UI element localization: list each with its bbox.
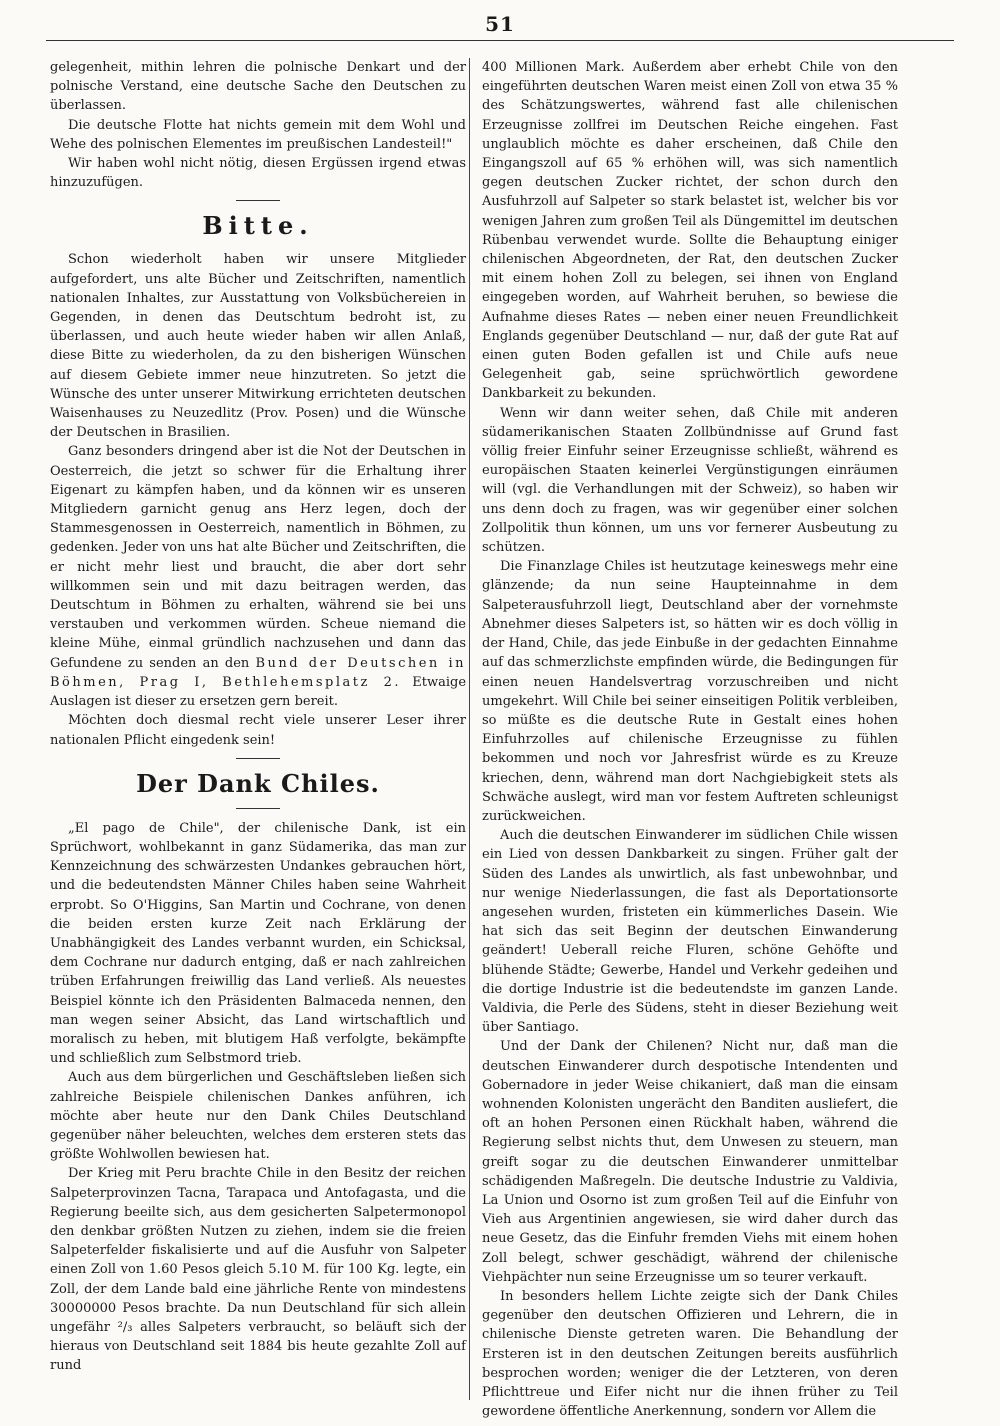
right-paragraph-2: Wenn wir dann weiter sehen, daß Chile mit anderen südamerikanischen Staaten Zollbündnisse auf Grund fast völlig freier Einfuhr seiner Erzeugnisse schließt, während es europäischen Staaten keinerlei Vergünstigungen einräumen will (vgl. die Verhandlungen mit der Schweiz), so haben wir uns denn doch zu fragen, was wir gegenüber einer solchen Zollpolitik thun können, um uns vor fernerer Ausbeutung zu schützen.: [482, 405, 898, 556]
section-divider: [236, 808, 280, 809]
dank-heading: Der Dank Chiles.: [136, 768, 380, 798]
right-paragraph-6: In besonders hellem Lichte zeigte sich der Dank Chiles gegenüber den deutschen Offizieren und Lehrern, die in chilenische Dienste getreten waren. Die Behandlung der Ersteren ist in den deutschen Zeitungen bereits ausführlich besprochen worden; weniger die der Letzteren, von deren Pflichttreue und Eifer nicht nur die ihnen früher zu Teil gewordene öffentliche Anerkennung, sondern vor Allem die: [482, 1289, 898, 1420]
left-column: [50, 58, 466, 1398]
bitte-paragraph-3: Möchten doch diesmal recht viele unserer Leser ihrer nationalen Pflicht eingedenk sein!: [50, 713, 466, 748]
bitte-address: Bund der Deutschen in Böhmen, Prag I, Bethlehemsplatz 2.: [50, 655, 466, 690]
section-divider: [236, 200, 280, 201]
bitte-heading: Bitte.: [202, 211, 314, 241]
right-paragraph-4: Auch die deutschen Einwanderer im südlichen Chile wissen ein Lied von dessen Dankbarkeit zu singen. Früher galt der Süden des Landes als unwirtlich, als fast unbewohnbar, und nur wenige Niederlassungen, die fast als Deportationsorte angesehen wurden, fristeten ein kümmerliches Dasein. Wie hat sich das seit Beginn der deutschen Einwanderung geändert! Ueberall reiche Fluren, schöne Gehöfte und blühende Städte; Gewerbe, Handel und Verkehr gedeihen und die dortige Industrie ist die bedeutendste im ganzen Lande. Valdivia, die Perle des Südens, steht in dieser Beziehung weit über Santiago.: [482, 828, 898, 1036]
dank-paragraph-1: „El pago de Chile", der chilenische Dank, ist ein Sprüchwort, wohlbekannt in ganz Südamerika, das man zur Kennzeichnung des schwärzesten Undankes gebrauchen hört, und die bedeutendsten Männer Chiles haben seine Wahrheit erprobt. So O'Higgins, San Martin und Cochrane, von denen die beiden ersten kurze Zeit nach Erklärung der Unabhängigkeit des Landes verbannt wurden, ein Schicksal, dem Cochrane nur dadurch entging, daß er nach zahlreichen trüben Erfahrungen freiwillig das Land verließ. Als neuestes Beispiel könnte ich den Präsidenten Balmaceda nennen, den man wegen seiner Absicht, das Land wirtschaftlich und moralisch zu heben, mit blutigem Haß verfolgte, bekämpfte und schließlich zum Selbstmord trieb.: [50, 820, 466, 1067]
bitte-paragraph-2-text: Ganz besonders dringend aber ist die Not der Deutschen in Oesterreich, die jetzt so schwer für die Erhaltung ihrer Eigenart zu kämpfen haben, und da können wir es unseren Mitgliedern garnicht genug ans Herz legen, doch der Stammesgenossen in Oesterreich, namentlich in Böhmen, zu gedenken. Jeder von uns hat alte Bücher und Zeitschriften, die er nicht mehr liest und braucht, die aber dort sehr willkommen sein und mit dazu beitragen werden, das Deutschtum in Böhmen zu erhalten, während sie bei uns verstauben und verkommen würden. Scheue niemand die kleine Mühe, einmal gründlich nachzusehen und dann das Gefundene zu senden an den: [50, 444, 466, 671]
right-paragraph-3: Die Finanzlage Chiles ist heutzutage keineswegs mehr eine glänzende; da nun seine Haupteinnahme in dem Salpeterausfuhrzoll liegt, Deutschland aber der vornehmste Abnehmer dieses Salpeters ist, so hätten wir es doch völlig in der Hand, Chile, das jede Einbuße in der gedachten Einnahme auf das schmerzlichste empfinden würde, die Bedingungen für einen neuen Handelsvertrag vorzuschreiben und nicht umgekehrt. Will Chile bei seiner einseitigen Politik verbleiben, so müßte es die deutsche Rute in Gestalt eines hohen Einfuhrzolles auf chilenische Erzeugnisse zu fühlen bekommen und noch vor Jahresfrist würde es zu Kreuze kriechen, denn, während man dort Nachgiebigkeit stets als Schwäche auslegt, wird man vor festem Auftreten schleunigst zurückweichen.: [482, 559, 898, 824]
bitte-paragraph-1: Schon wiederholt haben wir unsere Mitglieder aufgefordert, uns alte Bücher und Zeitschriften, namentlich nationalen Inhaltes, zur Ausstattung von Volksbüchereien in Gegenden, in denen das Deutschtum bedroht ist, zu überlassen, und auch heute wieder haben wir allen Anlaß, diese Bitte zu wiederholen, da zu den bisherigen Wünschen auf diesem Gebiete immer neue hinzutreten. So jetzt die Wünsche des unter unserer Mitwirkung errichteten deutschen Waisenhauses zu Neuzedlitz (Prov. Posen) und die Wünsche der Deutschen in Brasilien.: [50, 252, 466, 441]
section-divider: [236, 758, 280, 759]
right-paragraph-1: 400 Millionen Mark. Außerdem aber erhebt Chile von den eingeführten deutschen Waren meist einen Zoll von etwa 35 % des Schätzungswertes, während fast alle chilenischen Erzeugnisse zollfrei im Deutschen Reiche eingehen. Fast unglaublich möchte es daher erscheinen, daß Chile den Eingangszoll auf 65 % erhöhen will, was sich namentlich gegen deutschen Zucker richtet, der schon durch den Ausfuhrzoll auf Salpeter so stark belastet ist, welcher bis vor wenigen Jahren zum großen Teil als Düngemittel im deutschen Rübenbau verwendet wurde. Sollte die Behauptung einiger chilenischen Abgeordneten, der Rat, den deutschen Zucker mit einem hohen Zoll zu belegen, sei ihnen von England eingegeben worden, auf Wahrheit beruhen, so bewiese die Aufnahme dieses Rates — neben einer neuen Freundlichkeit Englands gegenüber Deutschland — nur, daß der gute Rat auf einen guten Boden gefallen ist und Chile aufs neue Gelegenheit gab, seine sprüchwörtlich gewordene Dankbarkeit zu bekunden.: [482, 60, 898, 402]
page-number: 51: [485, 12, 515, 36]
right-column: [482, 58, 898, 1420]
right-paragraph-5: Und der Dank der Chilenen? Nicht nur, daß man die deutschen Einwanderer durch despotische Intendenten und Gobernadore in jeder Weise chikaniert, daß man die einsam wohnenden Kolonisten ungerächt den Banditen ausliefert, die oft an hohen Personen einen Rückhalt haben, während die Regierung selbst nichts thut, dem Unwesen zu steuern, man greift sogar zu die deutschen Einwanderer unmittelbar schädigenden Maßregeln. Die deutsche Industrie zu Valdivia, La Union und Osorno ist zum großen Teil auf die Einfuhr von Vieh aus Argentinien angewiesen, sie wird daher durch das neue Gesetz, das die Einfuhr fremden Viehs mit einem hohen Zoll belegt, schwer geschädigt, während der chilenische Viehpächter nun seine Erzeugnisse um so teurer verkauft.: [482, 1039, 898, 1285]
bitte-paragraph-2: [50, 442, 466, 711]
intro-paragraph-2: Die deutsche Flotte hat nichts gemein mit dem Wohl und Wehe des polnischen Elementes im preußischen Landesteil!": [50, 117, 466, 152]
header-rule: [46, 40, 954, 41]
dank-paragraph-2: Auch aus dem bürgerlichen und Geschäftsleben ließen sich zahlreiche Beispiele chilenischen Dankes anführen, ich möchte aber heute nur den Dank Chiles Deutschland gegenüber näher beleuchten, welches dem ersteren stets das größte Wohlwollen bewiesen hat.: [50, 1070, 466, 1163]
dank-paragraph-3: Der Krieg mit Peru brachte Chile in den Besitz der reichen Salpeterprovinzen Tacna, Tarapaca und Antofagasta, und die Regierung beeilte sich, aus dem gesicherten Salpetermonopol den denkbar größten Nutzen zu ziehen, indem sie die freien Salpeterfelder fiskalisierte und auf die Ausfuhr von Salpeter einen Zoll von 1.60 Pesos gleich 5.10 M. für 100 Kg. legte, ein Zoll, der dem Lande bald eine jährliche Rente von mindestens 30000000 Pesos brachte. Da nun Deutschland für sich allein ungefähr ²/₃ alles Salpeters verbraucht, so beläuft sich der hieraus von Deutschland seit 1884 bis heute gezahlte Zoll auf rund: [50, 1166, 466, 1374]
intro-paragraph-3: Wir haben wohl nicht nötig, diesen Ergüssen irgend etwas hinzuzufügen.: [50, 156, 466, 191]
intro-paragraph-1: gelegenheit, mithin lehren die polnische Denkart und der polnische Verstand, eine deutsche Sache den Deutschen zu überlassen.: [50, 60, 466, 114]
column-divider: [469, 58, 470, 1400]
bitte-paragraph-2-tail: Etwaige Auslagen ist dieser zu ersetzen gern bereit.: [50, 674, 467, 710]
